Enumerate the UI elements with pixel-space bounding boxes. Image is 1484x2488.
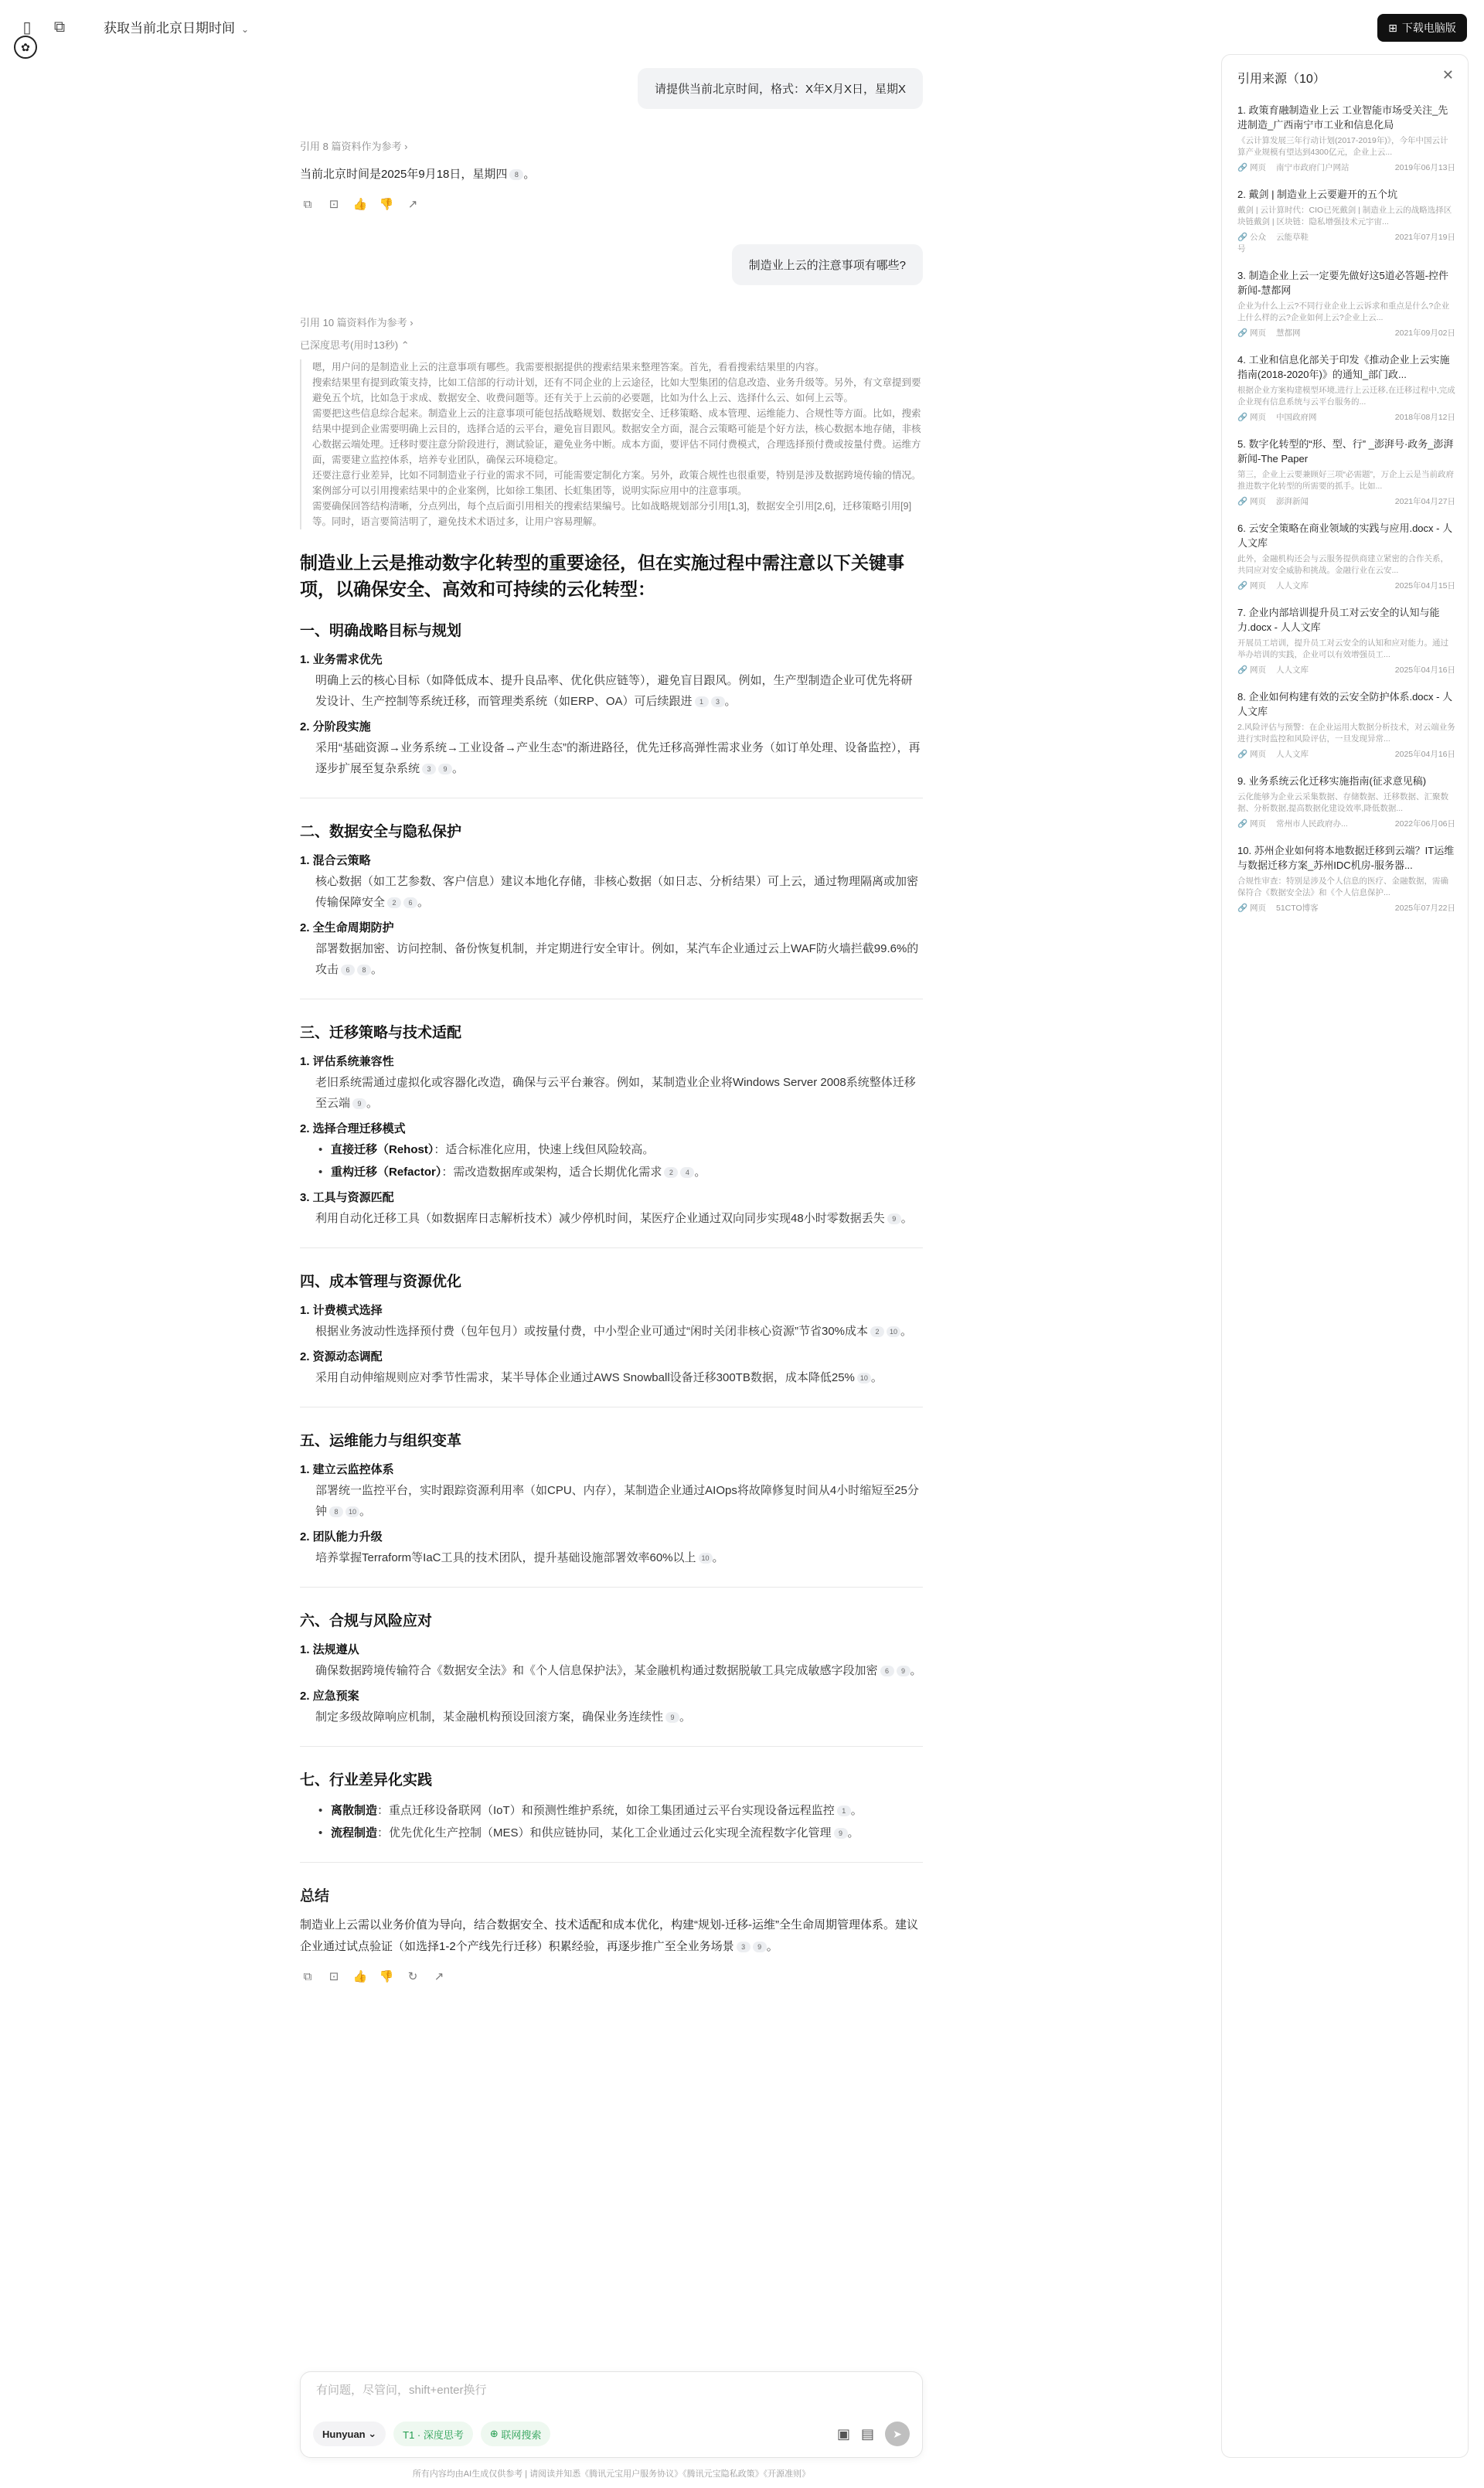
- citation-badge[interactable]: 9: [834, 1828, 848, 1839]
- subsection-text: 培养掌握Terraform等IaC工具的技术团队，提升基础设施部署效率60%以上 10 。: [315, 1551, 724, 1564]
- source-date: 2025年04月16日: [1394, 750, 1455, 759]
- source-item[interactable]: [1237, 774, 1455, 829]
- regenerate-icon[interactable]: ↻: [407, 1970, 418, 1983]
- source-type: 🔗 网页: [1237, 497, 1266, 506]
- subsection-heading: 2. 选择合理迁移模式: [300, 1122, 406, 1135]
- citation-badge[interactable]: 2: [870, 1326, 884, 1337]
- source-date: 2018年08月12日: [1394, 413, 1455, 422]
- source-item[interactable]: [1237, 187, 1455, 254]
- conversation-title[interactable]: [104, 17, 249, 36]
- source-item[interactable]: [1237, 352, 1455, 423]
- section-heading: 七、行业差异化实践: [300, 1772, 433, 1789]
- answer-actions: [300, 1969, 923, 1984]
- source-title[interactable]: 4. 工业和信息化部关于印发《推动企业上云实施指南(2018-2020年)》的通知_部门政...: [1237, 354, 1450, 380]
- source-site: 云能草鞋: [1276, 233, 1309, 242]
- citation-badge[interactable]: 10: [699, 1553, 713, 1564]
- citation-badge[interactable]: 3: [711, 696, 725, 707]
- thumbs-down-icon[interactable]: 👎: [379, 198, 394, 211]
- conversation-title-text: 获取当前北京日期时间: [104, 21, 235, 36]
- source-date: 2022年06月06日: [1394, 819, 1455, 829]
- section-heading: 一、明确战略目标与规划: [300, 623, 462, 639]
- source-item[interactable]: [1237, 268, 1455, 339]
- link-icon: 🔗: [1237, 904, 1250, 913]
- summary-text: 制造业上云需以业务价值为导向，结合数据安全、技术适配和成本优化，构建“规划-迁移-运维”全生命周期管理体系。建议企业通过试点验证（如选择1-2个产线先行迁移）积累经验，再逐步推广至全业务场景 3 9 。: [300, 1918, 918, 1953]
- link-icon: 🔗: [1237, 497, 1250, 506]
- source-meta: [1237, 411, 1455, 423]
- user-message-1: [300, 68, 923, 109]
- source-title[interactable]: 5. 数字化转型的“形、型、行” _澎湃号·政务_澎湃新闻-The Paper: [1237, 438, 1454, 465]
- subsection-heading: 2. 团队能力升级: [300, 1530, 383, 1544]
- sources-heading: 引用来源（10）: [1237, 73, 1326, 86]
- summary-heading: 总结: [300, 1888, 330, 1904]
- source-snippet: 企业为什么上云?不同行业企业上云诉求和重点是什么?企业上什么样的云?企业如何上云?企业上云...: [1237, 301, 1450, 322]
- chevron-down-icon: ⌄: [241, 24, 250, 35]
- source-item[interactable]: [1237, 689, 1455, 760]
- thumbs-down-icon[interactable]: 👎: [379, 1970, 394, 1983]
- source-type: 🔗 公众号: [1237, 233, 1266, 254]
- citation-badge[interactable]: 3: [422, 764, 436, 774]
- reference-link[interactable]: 引用 10 篇资料作为参考 ›: [300, 317, 414, 328]
- subsection-heading: 1. 法规遵从: [300, 1643, 359, 1656]
- subsection-heading: 2. 分阶段实施: [300, 720, 371, 733]
- source-date: 2025年04月16日: [1394, 665, 1455, 675]
- citation-badge[interactable]: 3: [737, 1942, 751, 1952]
- citation-badge[interactable]: 6: [403, 897, 417, 908]
- link-icon: 🔗: [1237, 665, 1250, 675]
- source-snippet: 《云计算发展三年行动计划(2017-2019年)》，今年中国云计算产业规模有望达到4300亿元，企业上云...: [1237, 136, 1448, 157]
- subsection-heading: 3. 工具与资源匹配: [300, 1191, 394, 1204]
- answer-sections: [300, 619, 923, 1863]
- citation-badge[interactable]: 10: [887, 1326, 900, 1337]
- new-chat-icon[interactable]: ⧉: [53, 18, 66, 36]
- citation-badge[interactable]: 6: [341, 965, 355, 975]
- source-title[interactable]: 8. 企业如何构建有效的云安全防护体系.docx - 人人文库: [1237, 691, 1453, 717]
- subsection-text: 根据业务波动性选择预付费（包年包月）或按量付费，中小型企业可通过“闲时关闭非核心资源”节省30%成本 2 10 。: [315, 1325, 913, 1338]
- source-meta: [1237, 580, 1455, 591]
- section-divider: [300, 1587, 923, 1588]
- copy-icon[interactable]: ⧉: [303, 1969, 312, 1983]
- bullet-label: 离散制造: [331, 1804, 378, 1817]
- link-icon: 🔗: [1237, 581, 1250, 591]
- answer-text: 当前北京时间是2025年9月18日，星期四 8 。: [300, 168, 536, 181]
- link-icon: 🔗: [1237, 819, 1250, 829]
- download-desktop-button[interactable]: [1377, 14, 1467, 42]
- subsection-heading: 1. 建立云监控体系: [300, 1463, 394, 1476]
- link-icon: 🔗: [1237, 163, 1250, 172]
- source-title[interactable]: 9. 业务系统云化迁移实施指南(征求意见稿): [1237, 775, 1427, 787]
- source-date: 2025年07月22日: [1394, 904, 1455, 913]
- source-snippet: 戴剑 | 云计算时代：CIO已死戴剑 | 制造业上云的战略选择区块链戴剑 | 区块链：隐私增强技术元宇宙...: [1237, 206, 1452, 226]
- source-snippet: 第三，企业上云要兼顾好三项“必需题”，万企上云是当前政府推进数字化转型的所需要的抓手。比如...: [1237, 470, 1454, 491]
- source-meta: [1237, 231, 1455, 254]
- chat-thread: [300, 68, 923, 2017]
- subsection-text: 采用自动伸缩规则应对季节性需求，某半导体企业通过AWS Snowball设备迁移300TB数据，成本降低25% 10 。: [315, 1371, 883, 1384]
- source-type: 🔗 网页: [1237, 163, 1266, 172]
- subsection-text: 制定多级故障响应机制，某金融机构预设回滚方案，确保业务连续性 9 。: [315, 1710, 692, 1724]
- bullet-label: 流程制造: [331, 1826, 378, 1840]
- subsection-text: 部署数据加密、访问控制、备份恢复机制，并定期进行安全审计。例如，某汽车企业通过云上WAF防火墙拦截99.6%的攻击 6 8 。: [315, 942, 919, 976]
- citation-badge[interactable]: 9: [438, 764, 452, 774]
- subsection-text: 老旧系统需通过虚拟化或容器化改造，确保与云平台兼容。例如，某制造业企业将Windows Server 2008系统整体迁移至云端 9 。: [315, 1076, 916, 1110]
- section-heading: 五、运维能力与组织变革: [300, 1433, 462, 1449]
- source-title[interactable]: 2. 戴剑 | 制造业上云要避开的五个坑: [1237, 189, 1398, 200]
- image-upload-icon[interactable]: ▣: [836, 2425, 850, 2442]
- source-site: 澎湃新闻: [1276, 497, 1309, 506]
- thinking-paragraph: 搜索结果里有提到政策支持，比如工信部的行动计划，还有不同企业的上云途径，比如大型集团的信息改造、业务升级等。另外，有文章提到要避免五个坑，比如急于求成、数据安全、收费问题等。还有关于上云前的必要题，比如为什么上云、选择什么云、如何上云等。: [312, 377, 921, 403]
- sidebar-toggle-icon[interactable]: ▯: [22, 19, 32, 36]
- send-button[interactable]: ➤: [885, 2422, 910, 2446]
- user-bubble: 制造业上云的注意事项有哪些?: [732, 244, 923, 285]
- source-snippet: 2.风险评估与预警：在企业运用大数据分析技术，对云端业务进行实时监控和风险评估，一旦发现异常...: [1237, 723, 1455, 744]
- bookmark-icon[interactable]: ⊡: [328, 198, 339, 211]
- section-heading: 六、合规与风险应对: [300, 1613, 433, 1629]
- section-divider: [300, 1862, 923, 1863]
- citation-badge[interactable]: 1: [695, 696, 709, 707]
- user-message-2: [300, 244, 923, 285]
- user-bubble: 请提供当前北京时间，格式：X年X月X日，星期X: [638, 68, 923, 109]
- download-label: 下载电脑版: [1401, 22, 1456, 34]
- app-logo-icon[interactable]: ✿: [14, 36, 37, 59]
- source-type: 🔗 网页: [1237, 413, 1266, 422]
- thinking-paragraph: 嗯，用户问的是制造业上云的注意事项有哪些。我需要根据提供的搜索结果来整理答案。首先，看看搜索结果里的内容。: [312, 362, 825, 373]
- section-heading: 二、数据安全与隐私保护: [300, 824, 462, 840]
- source-meta: [1237, 495, 1455, 507]
- citation-badge[interactable]: 9: [665, 1712, 679, 1723]
- thumbs-up-icon[interactable]: 👍: [352, 198, 368, 211]
- source-site: 51CTO博客: [1276, 904, 1319, 913]
- subsection-text: 采用“基础资源→业务系统→工业设备→产业生态”的渐进路径，优先迁移高弹性需求业务（如订单处理、设备监控），再逐步扩展至复杂系统 3 9 。: [315, 741, 921, 775]
- citation-badge[interactable]: 9: [887, 1213, 901, 1224]
- source-site: 人人文库: [1276, 750, 1309, 759]
- source-item[interactable]: [1237, 103, 1455, 173]
- citation-badge[interactable]: 8: [357, 965, 371, 975]
- footer-disclaimer: 所有内容均由AI生成仅供参考 | 请阅读并知悉《腾讯元宝用户服务协议》《腾讯元宝隐私政策》《开源准则》: [412, 2469, 811, 2479]
- citation-badge[interactable]: 4: [680, 1167, 694, 1178]
- chat-input[interactable]: [315, 2383, 905, 2398]
- citation-badge[interactable]: 6: [880, 1666, 894, 1676]
- source-site: 常州市人民政府办...: [1276, 819, 1348, 829]
- close-icon[interactable]: ✕: [1441, 67, 1454, 83]
- source-date: 2021年09月02日: [1394, 328, 1455, 338]
- source-title[interactable]: 6. 云安全策略在商业领域的实践与应用.docx - 人人文库: [1237, 522, 1453, 549]
- chat-input-box: [300, 2371, 923, 2458]
- file-upload-icon[interactable]: ▤: [860, 2425, 874, 2442]
- source-meta: [1237, 327, 1455, 339]
- source-site: 中国政府网: [1276, 413, 1317, 422]
- link-icon: 🔗: [1237, 233, 1250, 242]
- bullet-item: • 离散制造：重点迁移设备联网（IoT）和预测性维护系统，如徐工集团通过云平台实现设备远程监控 1 。: [331, 1800, 923, 1821]
- source-site: 南宁市政府门户网站: [1276, 163, 1350, 172]
- copy-icon[interactable]: ⧉: [303, 197, 312, 211]
- subsection-text: 明确上云的核心目标（如降低成本、提升良品率、优化供应链等），避免盲目跟风。例如，生产型制造企业可优先将研发设计、生产控制等系统迁移，而管理类系统（如ERP、OA）可后续跟进 1 3 。: [315, 674, 913, 708]
- source-meta: [1237, 664, 1455, 676]
- sources-list: [1237, 103, 1455, 927]
- citation-badge[interactable]: 9: [352, 1098, 366, 1109]
- citation-badge[interactable]: 10: [345, 1506, 359, 1517]
- section-heading: 四、成本管理与资源优化: [300, 1274, 462, 1290]
- bullet-item: • 流程制造：优先优化生产控制（MES）和供应链协同，某化工企业通过云化实现全流程数字化管理 9 。: [331, 1823, 923, 1843]
- bullet-item: • 重构迁移（Refactor）：需改造数据库或架构，适合长期优化需求 2 4 。: [331, 1162, 923, 1183]
- citation-badge[interactable]: 8: [329, 1506, 343, 1517]
- source-snippet: 云化能够为企业云采集数据、存储数据、迁移数据、汇聚数据、分析数据,提高数据化建设效率,降低数据...: [1237, 792, 1448, 813]
- source-meta: [1237, 748, 1455, 760]
- citation-badge[interactable]: 1: [837, 1806, 851, 1816]
- source-type: 🔗 网页: [1237, 328, 1266, 338]
- section-divider: [300, 1746, 923, 1747]
- source-site: 人人文库: [1276, 665, 1309, 675]
- source-meta: [1237, 162, 1455, 173]
- thinking-paragraph: 需要确保回答结构清晰，分点列出，每个点后面引用相关的搜索结果编号。比如战略规划部分引用[1,3]，数据安全引用[2,6]，迁移策略引用[9]等。同时，语言要简洁明了，避免技术术语过多，让用户容易理解。: [312, 501, 912, 527]
- web-search-toggle[interactable]: ⊕ 联网搜索: [481, 2422, 551, 2446]
- source-title[interactable]: 10. 苏州企业如何将本地数据迁移到云端？IT运维与数据迁移方案_苏州IDC机房-服务器...: [1237, 845, 1455, 871]
- windows-icon: ⊞: [1388, 21, 1397, 34]
- thinking-paragraph: 还要注意行业差异，比如不同制造业子行业的需求不同，可能需要定制化方案。另外，政策合规性也很重要，特别是涉及数据跨境传输的情况。案例部分可以引用搜索结果中的企业案例，比如徐工集团、长虹集团等，说明实际应用中的注意事项。: [312, 470, 921, 496]
- link-icon: 🔗: [1237, 750, 1250, 759]
- subsection-text: 利用自动化迁移工具（如数据库日志解析技术）减少停机时间，某医疗企业通过双向同步实现48小时零数据丢失 9 。: [315, 1212, 913, 1225]
- thinking-paragraph: 需要把这些信息综合起来。制造业上云的注意事项可能包括战略规划、数据安全、迁移策略、成本管理、运维能力、合规性等方面。比如，搜索结果中提到企业需要明确上云目的，选择合适的云平台，避免盲目跟风。数据安全方面，混合云策略可能是个好方法，核心数据本地存储，非核心数据云端处理。迁移时要注意分阶段进行，测试验证，避免业务中断。成本方面，要评估不同付费模式，合理选择预付费或按量付费。运维方面，需要建立监控体系，培养专业团队，确保云环境稳定。: [312, 408, 921, 465]
- answer-actions: [300, 196, 923, 212]
- source-type: 🔗 网页: [1237, 665, 1266, 675]
- citation-badge[interactable]: 9: [897, 1666, 910, 1676]
- sources-panel: [1221, 54, 1469, 2458]
- subsection-heading: 2. 全生命周期防护: [300, 921, 394, 934]
- subsection-text: 确保数据跨境传输符合《数据安全法》和《个人信息保护法》，某金融机构通过数据脱敏工具完成敏感字段加密 6 9 。: [315, 1664, 922, 1677]
- source-snippet: 合规性审查：特别是涉及个人信息的医疗、金融数据，需确保符合《数据安全法》和《个人信息保护...: [1237, 876, 1448, 897]
- source-type: 🔗 网页: [1237, 750, 1266, 759]
- bookmark-icon[interactable]: ⊡: [328, 1970, 339, 1983]
- section-divider: [300, 1247, 923, 1248]
- source-type: 🔗 网页: [1237, 819, 1266, 829]
- subsection-heading: 1. 计费模式选择: [300, 1304, 383, 1317]
- source-title[interactable]: 3. 制造企业上云一定要先做好这5道必答题-控件新闻-慧都网: [1237, 270, 1449, 296]
- citation-badge[interactable]: 8: [509, 169, 523, 180]
- globe-icon: ⊕: [489, 2428, 499, 2439]
- bullet-label: 直接迁移（Rehost）: [331, 1143, 434, 1156]
- bullet-item: • 直接迁移（Rehost）：适合标准化应用，快速上线但风险较高。: [331, 1139, 923, 1160]
- citation-badge[interactable]: 2: [387, 897, 401, 908]
- deep-think-toggle[interactable]: T1 · 深度思考: [393, 2422, 473, 2446]
- source-item[interactable]: [1237, 437, 1455, 507]
- share-icon[interactable]: ↗: [407, 198, 418, 211]
- subsection-heading: 2. 资源动态调配: [300, 1350, 383, 1363]
- source-type: 🔗 网页: [1237, 581, 1266, 591]
- source-meta: [1237, 902, 1455, 914]
- subsection-text: 部署统一监控平台，实时跟踪资源利用率（如CPU、内存），某制造企业通过AIOps将故障修复时间从4小时缩短至25分钟 8 10 。: [315, 1484, 919, 1518]
- answer-title: 制造业上云是推动数字化转型的重要途径，但在实施过程中需注意以下关键事项，以确保安全、高效和可持续的云化转型：: [300, 553, 904, 599]
- citation-badge[interactable]: 10: [857, 1373, 871, 1384]
- top-bar: [0, 0, 1206, 54]
- section-heading: 三、迁移策略与技术适配: [300, 1025, 462, 1041]
- source-date: 2021年07月19日: [1394, 233, 1455, 242]
- source-date: 2019年06月13日: [1394, 163, 1455, 172]
- source-title[interactable]: 1. 政策育融制造业上云 工业智能市场受关注_先进制造_广西南宁市工业和信息化局: [1237, 104, 1448, 131]
- thinking-content: [300, 359, 923, 529]
- model-selector[interactable]: Hunyuan ⌄: [313, 2422, 386, 2446]
- link-icon: 🔗: [1237, 413, 1250, 422]
- source-date: 2021年04月27日: [1394, 497, 1455, 506]
- thinking-toggle[interactable]: 已深度思考(用时13秒) ⌃: [300, 339, 410, 351]
- source-type: 🔗 网页: [1237, 904, 1266, 913]
- source-meta: [1237, 818, 1455, 829]
- source-site: 人人文库: [1276, 581, 1309, 591]
- subsection-text: 核心数据（如工艺参数、客户信息）建议本地化存储，非核心数据（如日志、分析结果）可上云，通过物理隔离或加密传输保障安全 2 6 。: [315, 875, 919, 909]
- source-snippet: 此外，金融机构还会与云服务提供商建立紧密的合作关系，共同应对安全威胁和挑战。金融行业在云安...: [1237, 554, 1448, 575]
- subsection-heading: 1. 混合云策略: [300, 854, 371, 867]
- source-item[interactable]: [1237, 521, 1455, 591]
- source-item[interactable]: [1237, 843, 1455, 914]
- source-title[interactable]: 7. 企业内部培训提升员工对云安全的认知与能力.docx - 人人文库: [1237, 607, 1440, 633]
- citation-badge[interactable]: 2: [664, 1167, 678, 1178]
- link-icon: 🔗: [1237, 328, 1250, 338]
- thumbs-up-icon[interactable]: 👍: [352, 1970, 368, 1983]
- source-snippet: 根据企业方案构建模型环境,进行上云迁移,在迁移过程中,完成企业现有信息系统与云平台服务的...: [1237, 386, 1455, 407]
- subsection-heading: 1. 业务需求优先: [300, 653, 383, 666]
- bullet-label: 重构迁移（Refactor）: [331, 1166, 442, 1179]
- share-icon[interactable]: ↗: [434, 1970, 444, 1983]
- source-item[interactable]: [1237, 605, 1455, 676]
- reference-link[interactable]: 引用 8 篇资料作为参考 ›: [300, 141, 408, 152]
- source-date: 2025年04月15日: [1394, 581, 1455, 591]
- subsection-heading: 1. 评估系统兼容性: [300, 1055, 394, 1068]
- subsection-heading: 2. 应急预案: [300, 1690, 359, 1703]
- citation-badge[interactable]: 9: [753, 1942, 767, 1952]
- source-snippet: 开展员工培训，提升员工对云安全的认知和应对能力。通过举办培训的实践，企业可以有效增强员工...: [1237, 638, 1448, 659]
- source-site: 慧都网: [1276, 328, 1301, 338]
